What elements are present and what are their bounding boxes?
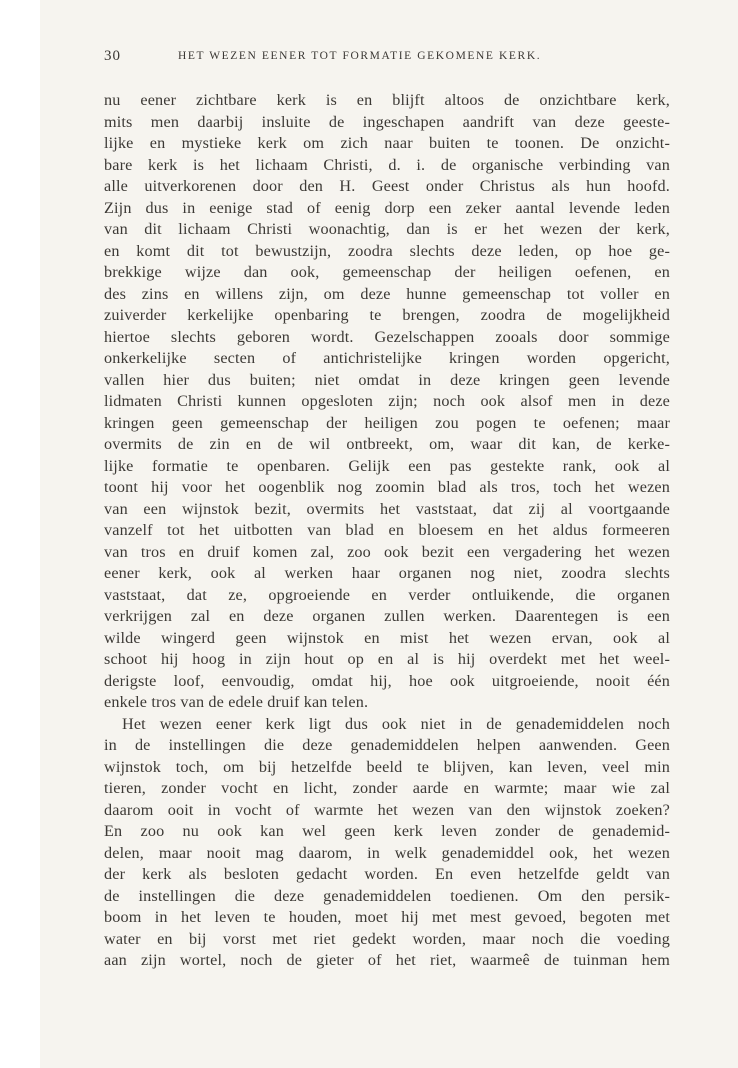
text-line: bare kerk is het lichaam Christi, d. i. de organische verbinding van [104,155,670,174]
text-line: verkrijgen zal en deze organen zullen werken. Daarentegen is een [104,607,670,625]
text-line: overmits de zin en de wil ontbreekt, om, waar dit kan, de kerke- [104,435,670,453]
text-line: lidmaten Christi kunnen opgesloten zijn; noch ook alsof men in deze [104,392,670,410]
text-line: des zins en willens zijn, om deze hunne gemeenschap tot voller en [104,284,670,303]
text-line: brekkige wijze dan ook, gemeenschap der heiligen oefenen, en [104,263,670,281]
text-line: lijke formatie te openbaren. Gelijk een pas gestekte rank, ook al [104,456,670,475]
text-line: hiertoe slechts geboren wordt. Gezelschappen zooals door sommige [104,327,670,346]
text-line: delen, maar nooit mag daarom, in welk genademiddel ook, het wezen [104,843,670,862]
text-line: toont hij voor het oogenblik nog zoomin blad als tros, toch het wezen [104,478,670,496]
text-line: daarom ooit in vocht of warmte het wezen van den wijnstok zoeken? [104,800,670,819]
text-line: kringen geen gemeenschap der heiligen zou pogen te oefenen; maar [104,413,670,432]
text-line: de instellingen die deze genademiddelen toedienen. Om den persik- [104,886,670,905]
text-line: aan zijn wortel, noch de gieter of het riet, waarmeê de tuinman hem [104,951,670,969]
text-line: vallen hier dus buiten; niet omdat in deze kringen geen levende [104,370,670,389]
text-line: water en bij vorst met riet gedekt worden, maar noch die voeding [104,929,670,948]
text-line: onkerkelijke secten of antichristelijke kringen worden opgericht, [104,349,670,367]
text-line: En zoo nu ook kan wel geen kerk leven zonder de genademid- [104,822,670,840]
text-line: wilde wingerd geen wijnstok en mist het wezen ervan, ook al [104,628,670,647]
text-line: wijnstok toch, om bij hetzelfde beeld te blijven, kan leven, veel min [104,757,670,776]
book-page [40,0,738,1068]
text-line: lijke en mystieke kerk om zich naar buiten te toonen. De onzicht- [104,134,670,152]
text-line: Het wezen eener kerk ligt dus ook niet in de genademiddelen noch [122,714,670,733]
text-line: mits men daarbij insluite de ingeschapen aandrift van deze geeste- [104,112,670,131]
text-line: der kerk als besloten gedacht worden. En even hetzelfde geldt van [104,865,670,883]
page-number: 30 [104,48,121,64]
running-head-title: HET WEZEN EENER TOT FORMATIE GEKOMENE KERK. [178,50,542,62]
text-line: boom in het leven te houden, moet hij met mest gevoed, begoten met [104,908,670,926]
text-line: Zijn dus in eenige stad of eenig dorp een zeker aantal levende leden [104,198,670,217]
text-line: alle uitverkorenen door den H. Geest onder Christus als hun hoofd. [104,177,670,195]
text-line: nu eener zichtbare kerk is en blijft altoos de onzichtbare kerk, [104,91,670,109]
text-line: van tros en druif komen zal, zoo ook bezit een vergadering het wezen [104,542,670,561]
text-line: derigste loof, eenvoudig, omdat hij, hoe ook uitgroeiende, nooit één [104,671,670,690]
text-line: van een wijnstok bezit, overmits het vaststaat, dat zij al voortgaande [104,499,670,518]
text-line: enkele tros van de edele druif kan telen. [104,693,369,711]
text-line: eener kerk, ook al werken haar organen nog niet, zoodra slechts [104,564,670,582]
text-line: van dit lichaam Christi woonachtig, dan is er het wezen der kerk, [104,220,670,238]
body-text [104,90,670,972]
text-line: en komt dit tot bewustzijn, zoodra slechts deze leden, op hoe ge- [104,241,670,260]
running-head [104,48,664,68]
text-line: zuiverder kerkelijke openbaring te brengen, zoodra de mogelijkheid [104,306,670,324]
text-line: vaststaat, dat ze, opgroeiende en verder ontluikende, die organen [104,585,670,604]
text-line: vanzelf tot het uitbotten van blad en bloesem en het aldus formeeren [104,521,670,539]
text-line: schoot hij hoog in zijn hout op en al is hij overdekt met het weel- [104,650,670,668]
text-line: in de instellingen die deze genademiddelen helpen aanwenden. Geen [104,736,670,754]
text-line: tieren, zonder vocht en licht, zonder aarde en warmte; maar wie zal [104,779,670,797]
